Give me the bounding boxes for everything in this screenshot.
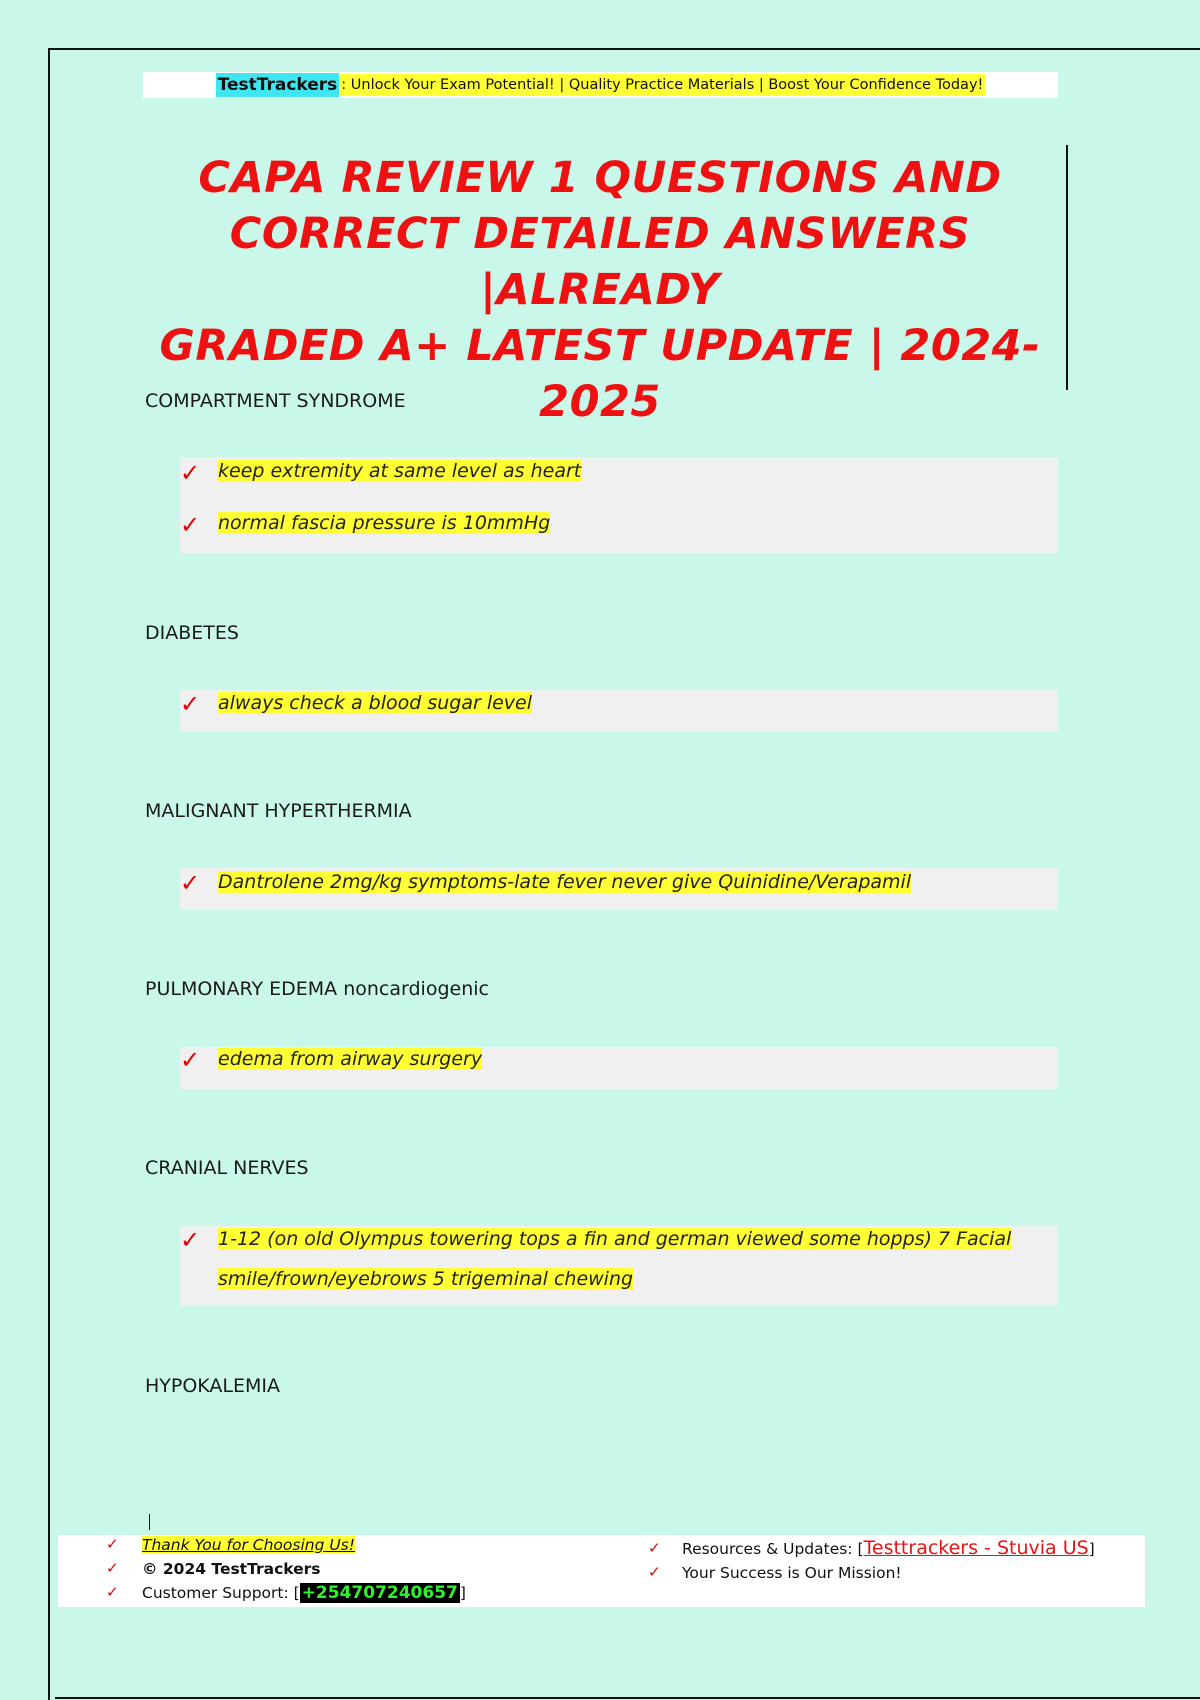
section-heading-compartment-syndrome: COMPARTMENT SYNDROME [145, 390, 406, 412]
checkmark-icon: ✓ [648, 1539, 661, 1557]
title-line-2: CORRECT DETAILED ANSWERS |ALREADY [229, 209, 971, 315]
answer-text: edema from airway surgery [218, 1048, 483, 1070]
answer-box-malignant-hyperthermia [180, 868, 1058, 910]
answer-text: normal fascia pressure is 10mmHg [218, 512, 551, 534]
footer-thanks: Thank You for Choosing Us! [142, 1536, 355, 1554]
checkmark-icon: ✓ [106, 1583, 119, 1601]
header-banner [143, 72, 1058, 98]
document-title [130, 150, 1070, 430]
text-cursor [149, 1514, 150, 1530]
resources-link[interactable]: Testtrackers - Stuvia US [863, 1537, 1089, 1559]
answer-box-cranial-nerves [180, 1226, 1058, 1306]
answer-text: keep extremity at same level as heart [218, 460, 582, 482]
section-heading-pulmonary-edema: PULMONARY EDEMA noncardiogenic [145, 978, 489, 1000]
support-phone[interactable]: +254707240657 [301, 1583, 458, 1603]
footer-support: Customer Support: [ +254707240657 ] [142, 1583, 466, 1603]
title-line-3: GRADED A+ LATEST UPDATE | 2024- [159, 321, 1041, 371]
answer-text: always check a blood sugar level [218, 692, 533, 714]
page-border-bottom [55, 1697, 1200, 1699]
checkmark-icon: ✓ [180, 690, 201, 718]
section-heading-diabetes: DIABETES [145, 622, 239, 644]
title-line-4: 2025 [539, 377, 661, 427]
checkmark-icon: ✓ [648, 1563, 661, 1581]
checkmark-icon: ✓ [180, 869, 201, 897]
footer-box [58, 1535, 1145, 1607]
checkmark-icon: ✓ [106, 1559, 119, 1577]
answer-text: smile/frown/eyebrows 5 trigeminal chewing [218, 1268, 634, 1290]
answer-box-pulmonary-edema [180, 1047, 1058, 1089]
section-heading-malignant-hyperthermia: MALIGNANT HYPERTHERMIA [145, 800, 412, 822]
footer-copyright: © 2024 TestTrackers [142, 1560, 321, 1578]
banner-tagline: : Unlock Your Exam Potential! | Quality Practice Materials | Boost Your Confidence Today! [339, 74, 985, 96]
footer-resources: Resources & Updates: [Testtrackers - Stuvia US] [682, 1537, 1095, 1559]
answer-box-diabetes [180, 690, 1058, 732]
answer-text: 1-12 (on old Olympus towering tops a fin and german viewed some hopps) 7 Facial [218, 1228, 1012, 1250]
answer-text: Dantrolene 2mg/kg symptoms-late fever never give Quinidine/Verapamil [218, 871, 912, 893]
footer-mission: Your Success is Our Mission! [682, 1564, 902, 1582]
page-border-left [48, 48, 50, 1700]
section-heading-hypokalemia: HYPOKALEMIA [145, 1375, 281, 1397]
answer-box-compartment-syndrome [180, 457, 1058, 553]
title-line-1: CAPA REVIEW 1 QUESTIONS AND [198, 153, 1002, 203]
checkmark-icon: ✓ [180, 1226, 201, 1254]
checkmark-icon: ✓ [180, 511, 201, 539]
checkmark-icon: ✓ [106, 1535, 119, 1553]
section-heading-cranial-nerves: CRANIAL NERVES [145, 1157, 309, 1179]
checkmark-icon: ✓ [180, 1046, 201, 1074]
page-border-top [48, 48, 1200, 50]
checkmark-icon: ✓ [180, 459, 201, 487]
banner-brand: TestTrackers [217, 75, 338, 95]
